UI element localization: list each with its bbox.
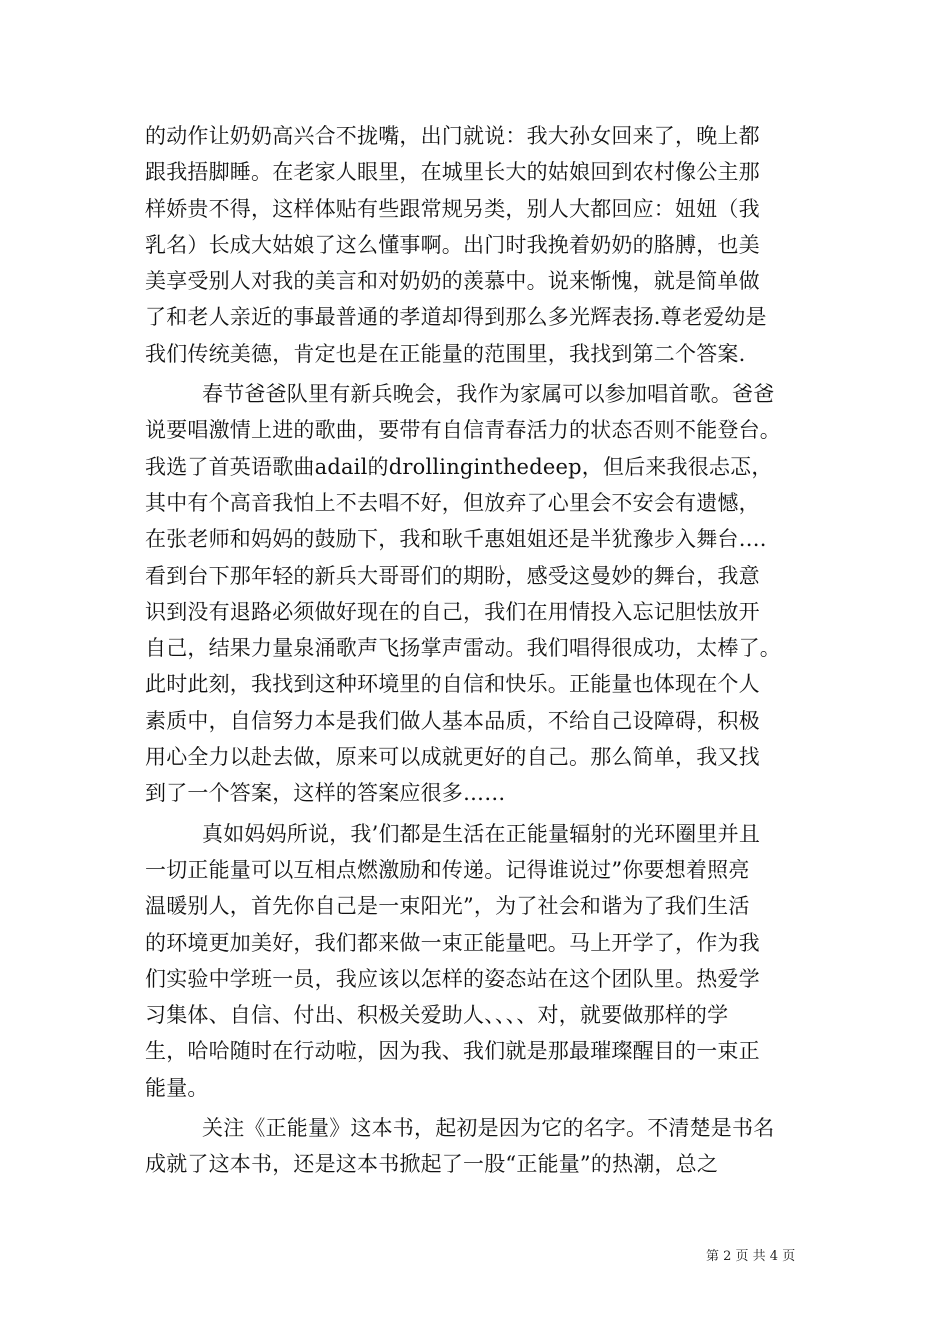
- text-line: 此时此刻，我找到这种环境里的自信和快乐。正能量也体现在个人: [145, 672, 760, 697]
- text-line: 在张老师和妈妈的鼓励下，我和耿千惠姐姐还是半犹豫步入舞台….: [145, 527, 767, 552]
- text-line: 习集体、自信、付出、积极关爱助人、、、、对，就要做那样的学: [145, 1003, 729, 1028]
- text-line: 我选了首英语歌曲adail的drollinginthedeep，但后来我很忐忑，: [145, 454, 773, 479]
- text-line: 了和老人亲近的事最普通的孝道却得到那么多光辉表扬.尊老爱幼是: [145, 305, 767, 330]
- text-line: 自己，结果力量泉涌歌声飞扬掌声雷动。我们唱得很成功，太棒了。: [145, 636, 781, 661]
- page-number: 第 2 页 共 4 页: [706, 1249, 796, 1264]
- text-line: 的环境更加美好，我们都来做一束正能量吧。马上开学了，作为我: [145, 930, 760, 955]
- text-line: 温暖别人，首先你自己是一束阳光”，为了社会和谐为了我们生活: [145, 894, 750, 919]
- text-line: 美享受别人对我的美言和对奶奶的羡慕中。说来惭愧，就是简单做: [145, 269, 760, 294]
- text-line: 跟我捂脚睡。在老家人眼里，在城里长大的姑娘回到农村像公主那: [145, 160, 760, 185]
- text-line: 成就了这本书，还是这本书掀起了一股“正能量”的热潮，总之: [145, 1152, 719, 1177]
- paragraph-start-line: 春节爸爸队里有新兵晚会，我作为家属可以参加唱首歌。爸爸: [202, 382, 775, 407]
- text-line: 生，哈哈随时在行动啦，因为我、我们就是那最璀璨醒目的一束正: [145, 1039, 760, 1064]
- paragraph-start-line: 真如妈妈所说，我’们都是生活在正能量辐射的光环圈里并且: [202, 821, 761, 846]
- text-line: 能量。: [145, 1075, 209, 1100]
- text-line: 识到没有退路必须做好现在的自己，我们在用情投入忘记胆怯放开: [145, 599, 760, 624]
- text-line: 用心全力以赴去做，原来可以成就更好的自己。那么简单，我又找: [145, 745, 760, 770]
- text-line: 其中有个高音我怕上不去唱不好，但放弃了心里会不安会有遗憾，: [145, 490, 760, 515]
- text-line: 到了一个答案，这样的答案应很多……: [145, 781, 506, 806]
- text-line: 们实验中学班一员，我应该以怎样的姿态站在这个团队里。热爱学: [145, 966, 760, 991]
- text-line: 说要唱激情上进的歌曲，要带有自信青春活力的状态否则不能登台。: [145, 418, 781, 443]
- paragraph-start-line: 关注《正能量》这本书，起初是因为它的名字。不清楚是书名: [202, 1116, 775, 1141]
- text-line: 看到台下那年轻的新兵大哥哥们的期盼，感受这曼妙的舞台，我意: [145, 563, 760, 588]
- text-line: 乳名）长成大姑娘了这么懂事啊。出门时我挽着奶奶的胳膊，也美: [145, 232, 760, 257]
- text-line: 一切正能量可以互相点燃激励和传递。记得谁说过”你要想着照亮: [145, 857, 750, 882]
- text-line: 我们传统美德，肯定也是在正能量的范围里，我找到第二个答案.: [145, 341, 746, 366]
- text-line: 素质中，自信努力本是我们做人基本品质，不给自己设障碍，积极: [145, 708, 760, 733]
- text-line: 样娇贵不得，这样体贴有些跟常规另类，别人大都回应：妞妞（我: [145, 196, 760, 221]
- text-line: 的动作让奶奶高兴合不拢嘴，出门就说：我大孙女回来了，晚上都: [145, 124, 760, 148]
- document-body: [145, 118, 817, 1183]
